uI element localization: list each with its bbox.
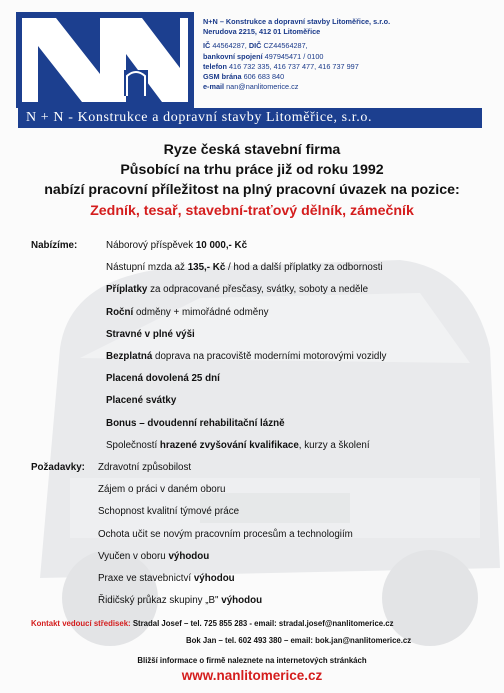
list-item-pre: Společností <box>106 439 160 451</box>
list-item-bold: výhodou <box>221 595 263 607</box>
contact-line-1 <box>31 619 394 628</box>
list-item-bold: Placená dovolená 25 dní <box>106 373 220 385</box>
list-item-bold: hrazené zvyšování kvalifikace <box>159 439 299 451</box>
list-item-post: , kurzy a školení <box>298 439 370 451</box>
list-item <box>106 418 285 429</box>
list-item-bold: výhodou <box>193 573 235 584</box>
list-item-pre: Vyučen v oboru <box>98 550 169 562</box>
list-item <box>106 284 368 295</box>
list-item-post: za odpracované přesčasy, svátky, soboty a neděle <box>147 284 369 296</box>
headline-block <box>0 140 504 222</box>
list-item-bold: Příplatky <box>106 284 148 296</box>
company-email: e-mail nan@nanlitomerice.cz <box>203 82 299 92</box>
list-item-bold: Bonus – dvoudenní rehabilitační lázně <box>106 417 285 429</box>
list-item-bold: výhodou <box>168 550 210 562</box>
requirements-label: Požadavky: <box>31 462 85 473</box>
company-name: N+N – Konstrukce a dopravní stavby Litoměřice, s.r.o. <box>203 17 391 26</box>
list-item-pre: Praxe ve stavebnictví <box>98 573 194 584</box>
list-item <box>106 262 383 273</box>
list-item-pre: Náborový příspěvek <box>106 240 196 251</box>
list-item <box>98 462 191 473</box>
headline-offer: nabízí pracovní příležitost na plný pracovní úvazek na pozice: <box>44 182 460 198</box>
headline-positions: Zedník, tesař, stavební-traťový dělník, zámečník <box>90 203 414 219</box>
company-address: Nerudova 2215, 412 01 Litoměřice <box>203 27 321 37</box>
list-item-pre: Zájem o práci v daném oboru <box>98 484 226 496</box>
list-item <box>98 506 239 517</box>
list-item-post: doprava na pracoviště moderními motorovými vozidly <box>152 351 387 362</box>
list-item <box>98 484 225 495</box>
contact-bok: Bok Jan – tel. 602 493 380 – email: bok.jan@nanlitomerice.cz <box>186 636 412 645</box>
headline-firm: Ryze česká stavební firma <box>163 142 341 158</box>
website-link[interactable]: www.nanlitomerice.cz <box>181 668 323 683</box>
list-item-bold: Bezplatná <box>106 351 153 362</box>
list-item <box>106 373 220 384</box>
company-logo-icon <box>16 12 194 108</box>
list-item <box>106 395 176 406</box>
list-item-post: odměny + mimořádné odměny <box>133 306 269 318</box>
contact-stradal: Stradal Josef – tel. 725 855 283 - email: stradal.josef@nanlitomerice.cz <box>132 619 394 628</box>
list-item <box>106 329 195 340</box>
company-phone: telefon 416 732 335, 416 737 477, 416 737 997 <box>203 61 359 71</box>
company-details <box>203 17 498 92</box>
list-item-pre: Nástupní mzda až <box>106 262 188 274</box>
letterhead <box>0 0 504 132</box>
company-ids: IČ 44564287, DIČ CZ44564287, <box>203 41 308 51</box>
list-item <box>106 307 269 318</box>
list-item-pre: Řidičský průkaz skupiny „B" <box>98 595 222 607</box>
list-item <box>98 595 262 606</box>
list-item <box>98 529 353 540</box>
headline-since: Působící na trhu práce již od roku 1992 <box>120 162 384 178</box>
list-item-pre: Ochota učit se novým pracovním procesům a technologiím <box>98 528 353 540</box>
offer-label: Nabízíme: <box>31 240 78 251</box>
list-item <box>106 351 386 362</box>
list-item-pre: Schopnost kvalitní týmové práce <box>98 506 240 518</box>
list-item <box>106 240 247 251</box>
footer-note: Bližší informace o firmě naleznete na internetových stránkách <box>137 656 367 665</box>
list-item-bold: Stravné v plné výši <box>106 328 195 340</box>
list-item <box>98 573 235 584</box>
list-item-bold: Roční <box>106 306 134 318</box>
list-item-bold: Placené svátky <box>106 395 177 407</box>
list-item-post: / hod a další příplatky za odbornosti <box>225 262 383 274</box>
company-bank: bankovní spojení 497945471 / 0100 <box>203 51 324 61</box>
list-item <box>106 440 370 451</box>
list-item-pre: Zdravotní způsobilost <box>98 462 192 473</box>
contact-label: Kontakt vedoucí středisek: <box>31 619 131 628</box>
company-banner: N + N - Konstrukce a dopravní stavby Litoměřice, s.r.o. <box>18 108 482 128</box>
list-item-bold: 135,- Kč <box>187 262 226 274</box>
list-item <box>98 551 209 562</box>
list-item-bold: 10 000,- Kč <box>195 240 248 251</box>
company-gsm: GSM brána 606 683 840 <box>203 72 285 82</box>
